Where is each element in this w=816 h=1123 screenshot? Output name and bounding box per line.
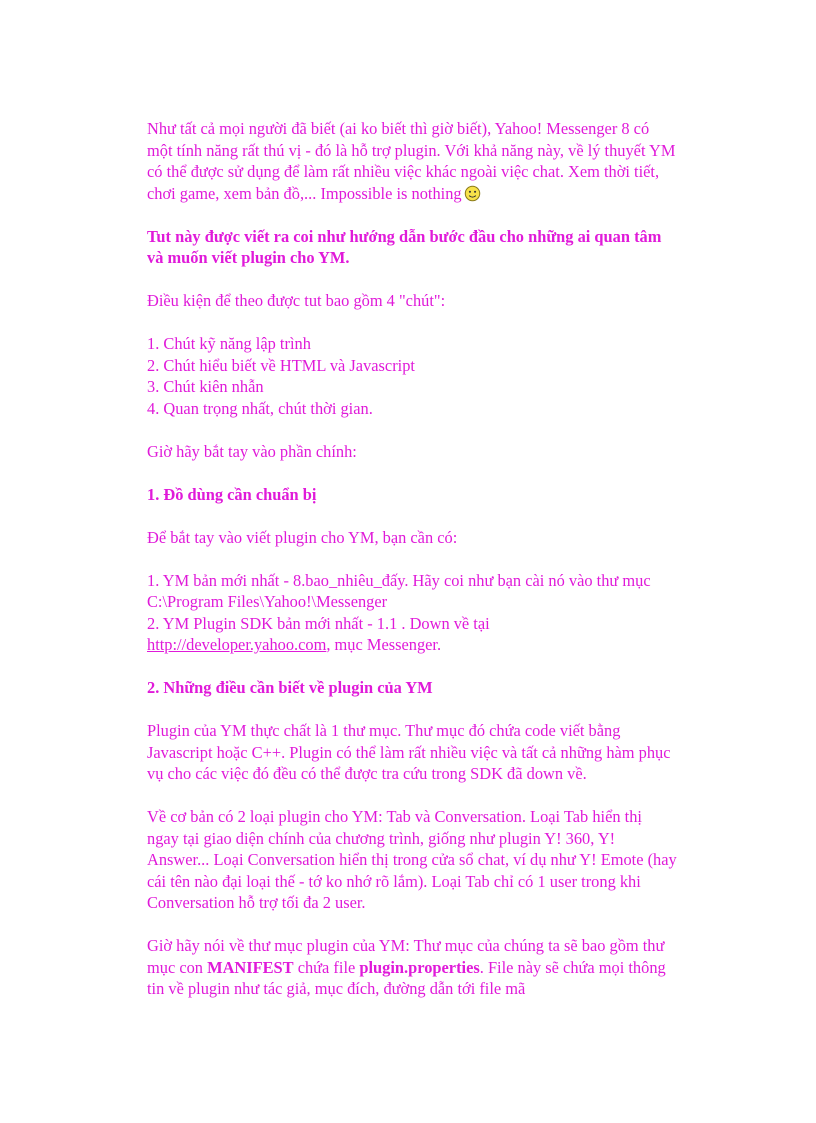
intro-paragraph	[147, 118, 677, 204]
conditions-list	[147, 333, 677, 419]
document-body	[147, 118, 677, 1021]
list-item: 1. YM bản mới nhất - 8.bao_nhiêu_đấy. Hãy coi như bạn cài nó vào thư mục C:\Program Files\Yahoo!\Messenger	[147, 570, 651, 611]
properties-file-term: plugin.properties	[359, 957, 480, 977]
list-item: 2. Chút hiểu biết về HTML và Javascript	[147, 355, 415, 375]
section1-list	[147, 570, 677, 656]
tut-note: Tut này được viết ra coi như hướng dẫn bước đầu cho những ai quan tâm và muốn viết plugin cho YM.	[147, 226, 662, 267]
intro-text: Như tất cả mọi người đã biết (ai ko biết thì giờ biết), Yahoo! Messenger 8 có một tính năng rất thú vị - đó là hỗ trợ plugin. Với khả năng này, về lý thuyết YM có thể được sử dụng để làm rất nhiều việc khác ngoài việc chat. Xem thời tiết, chơi game, xem bản đồ,... Impossible is nothing	[147, 119, 676, 203]
manifest-term: MANIFEST	[207, 957, 294, 977]
paragraph-text: chứa file	[293, 957, 360, 977]
list-item: 2. YM Plugin SDK bản mới nhất - 1.1 . Down về tại	[147, 613, 490, 633]
list-item: 3. Chút kiên nhẫn	[147, 377, 264, 396]
list-item: 4. Quan trọng nhất, chút thời gian.	[147, 398, 373, 418]
list-item: 1. Chút kỹ năng lập trình	[147, 334, 311, 353]
section1-heading: 1. Đồ dùng cần chuẩn bị	[147, 484, 317, 504]
paragraph-text: Giờ hãy nói về thư mục plugin của YM: Thư mục của chúng ta sẽ bao gồm thư mục con	[147, 936, 665, 977]
section2-paragraph-1: Plugin của YM thực chất là 1 thư mục. Thư mục đó chứa code viết bằng Javascript hoặc C++. Plugin có thể làm rất nhiều việc và tất cả những hàm phục vụ cho các việc đó đều có thể được tra cứu trong SDK đã down về.	[147, 721, 671, 783]
developer-link[interactable]: http://developer.yahoo.com	[147, 635, 327, 654]
paragraph-text: . File này sẽ chứa mọi thông tin về plugin như tác giả, mục đích, đường dẫn tới file mã	[147, 957, 666, 998]
conditions-heading: Điều kiện để theo được tut bao gồm 4 "chút":	[147, 291, 446, 310]
section1-intro: Để bắt tay vào viết plugin cho YM, bạn cần có:	[147, 527, 458, 547]
section2-paragraph-2: Về cơ bản có 2 loại plugin cho YM: Tab và Conversation. Loại Tab hiển thị ngay tại giao diện chính của chương trình, giống như plugin Y! 360, Y! Answer... Loại Conversation hiển thị trong cửa sổ chat, ví dụ như Y! Emote (hay cái tên nào đại loại thế - tớ ko nhớ rõ lắm). Loại Tab chỉ có 1 user trong khi Conversation hỗ trợ tối đa 2 user.	[147, 807, 677, 912]
start-text: Giờ hãy bắt tay vào phần chính:	[147, 441, 357, 461]
list-item-suffix: , mục Messenger.	[326, 635, 442, 654]
section2-heading: 2. Những điều cần biết về plugin của YM	[147, 678, 433, 697]
section2-paragraph-3	[147, 935, 677, 1000]
smiley-face-icon	[464, 185, 481, 202]
